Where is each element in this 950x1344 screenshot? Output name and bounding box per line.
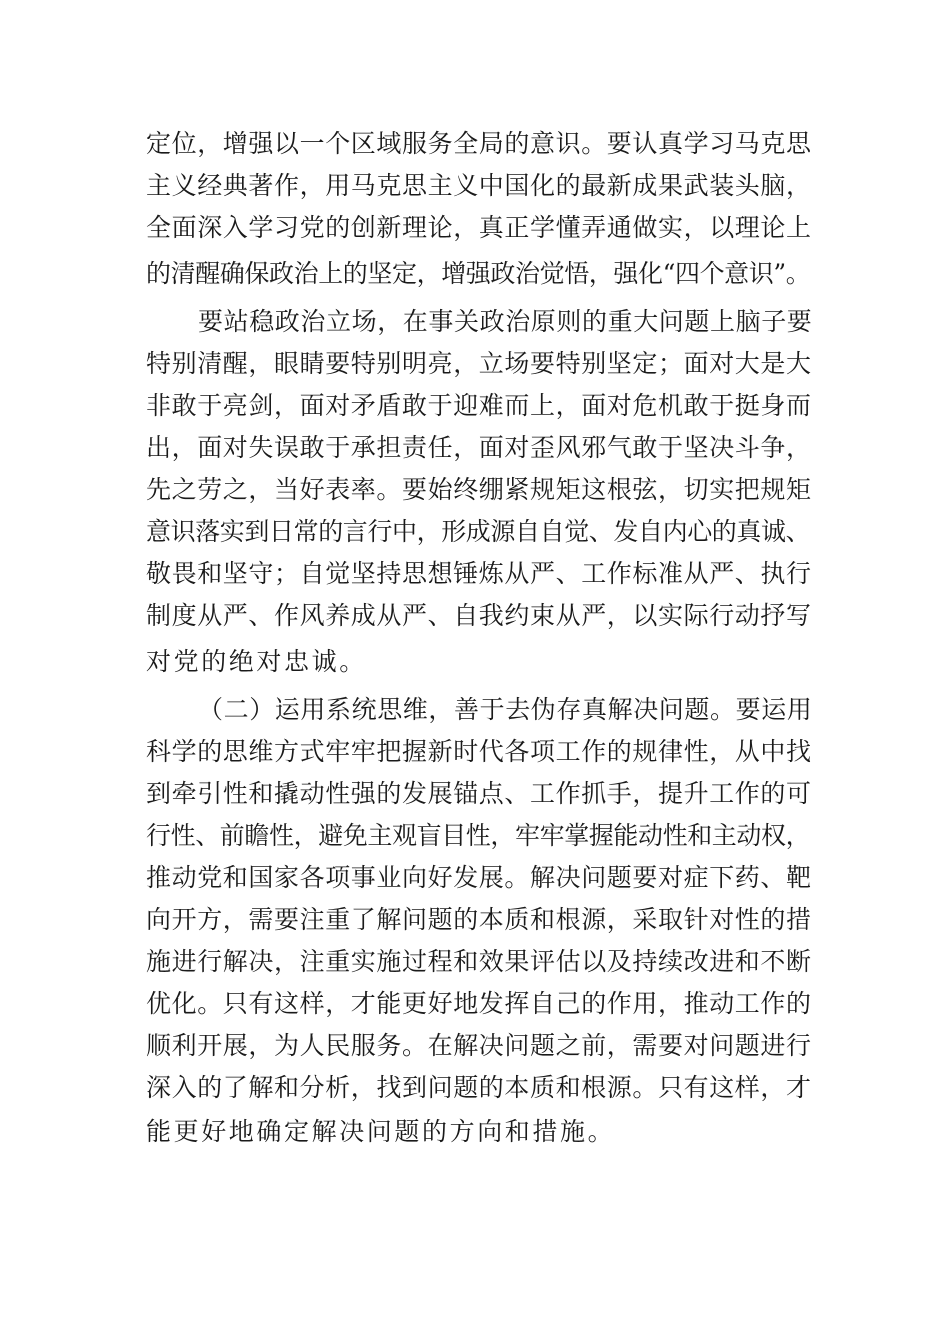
text-line: 推动党和国家各项事业向好发展。解决问题要对症下药、靶 [146, 863, 812, 892]
text-line: 主义经典著作，用马克思主义中国化的最新成果武装头脑， [146, 171, 812, 200]
text-line: 施进行解决，注重实施过程和效果评估以及持续改进和不断 [146, 947, 812, 976]
text-line: 能更好地确定解决问题的方向和措施。 [146, 1117, 616, 1146]
text-line: 向开方，需要注重了解问题的本质和根源，采取针对性的措 [146, 905, 812, 934]
text-line: 出，面对失误敢于承担责任，面对歪风邪气敢于坚决斗争， [146, 433, 812, 462]
text-line: 特别清醒，眼睛要特别明亮，立场要特别坚定；面对大是大 [146, 349, 812, 378]
text-line: 的清醒确保政治上的坚定，增强政治觉悟，强化“四个意识”。 [146, 259, 811, 288]
text-line: 顺利开展，为人民服务。在解决问题之前，需要对问题进行 [146, 1031, 812, 1060]
text-line: 对党的绝对忠诚。 [146, 647, 367, 676]
text-line: 全面深入学习党的创新理论，真正学懂弄通做实，以理论上 [146, 213, 812, 242]
text-line: 非敢于亮剑，面对矛盾敢于迎难而上，面对危机敢于挺身而 [146, 391, 812, 420]
text-line: 敬畏和坚守；自觉坚持思想锤炼从严、工作标准从严、执行 [146, 559, 812, 588]
text-line: 深入的了解和分析，找到问题的本质和根源。只有这样，才 [146, 1073, 812, 1102]
text-line: 制度从严、作风养成从严、自我约束从严，以实际行动抒写 [146, 601, 812, 630]
text-line: 优化。只有这样，才能更好地发挥自己的作用，推动工作的 [146, 989, 812, 1018]
text-line: 科学的思维方式牢牢把握新时代各项工作的规律性，从中找 [146, 737, 812, 766]
text-line: 要站稳政治立场，在事关政治原则的重大问题上脑子要 [198, 307, 813, 336]
text-line: 意识落实到日常的言行中，形成源自自觉、发自内心的真诚、 [146, 517, 811, 546]
text-line: 先之劳之，当好表率。要始终绷紧规矩这根弦，切实把规矩 [146, 475, 812, 504]
section-heading-line: （二）运用系统思维，善于去伪存真解决问题。要运用 [198, 695, 813, 724]
text-line: 定位，增强以一个区域服务全局的意识。要认真学习马克思 [146, 129, 812, 158]
text-line: 行性、前瞻性，避免主观盲目性，牢牢掌握能动性和主动权， [146, 821, 811, 850]
text-line: 到牵引性和撬动性强的发展锚点、工作抓手，提升工作的可 [146, 779, 812, 808]
